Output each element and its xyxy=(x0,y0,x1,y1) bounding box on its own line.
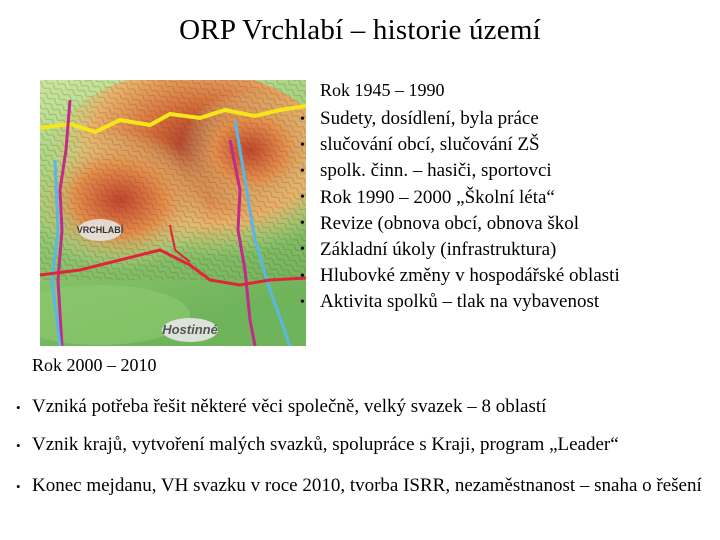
paragraph-text: Konec mejdanu, VH svazku v roce 2010, tvorba ISRR, nezaměstnanost – snaha o řešení xyxy=(32,475,702,496)
map-label-vrchlabi: VRCHLABÍ xyxy=(76,225,124,235)
list-item-text: Základní úkoly (infrastruktura) xyxy=(320,238,557,260)
list-item-text: Sudety, dosídlení, byla práce xyxy=(320,108,539,129)
list-item xyxy=(300,289,620,315)
list-item xyxy=(300,106,620,132)
paragraph-item xyxy=(16,474,716,499)
list-item xyxy=(300,185,620,211)
list-item xyxy=(300,158,620,184)
bullet-icon: • xyxy=(300,111,305,127)
list-item-text: Hlubovké změny v hospodářské oblasti xyxy=(320,265,620,287)
bullet-icon: • xyxy=(16,478,21,494)
paragraph-item xyxy=(16,396,546,418)
paragraph-item xyxy=(16,434,619,456)
period-years: 1945 – 1990 xyxy=(354,80,445,100)
bullet-icon: • xyxy=(300,163,305,179)
list-item xyxy=(300,237,620,263)
list-item-text: Revize (obnova obcí, obnova škol xyxy=(320,212,580,234)
list-item-text: slučování obcí, slučování ZŠ xyxy=(320,134,540,156)
list-item-text: Aktivita spolků – tlak na vybavenost xyxy=(320,291,600,313)
paragraph-text: Vzniká potřeba řešit některé věci společně, velký svazek – 8 oblastí xyxy=(32,396,547,417)
map-label-hostinne: Hostinné xyxy=(162,322,218,337)
list-item xyxy=(300,132,620,158)
bullet-icon: • xyxy=(16,437,21,453)
bullet-icon: • xyxy=(300,268,305,284)
list-item xyxy=(300,211,620,237)
bullet-icon: • xyxy=(300,242,305,258)
list-item-text: spolk. činn. – hasiči, sportovci xyxy=(320,160,552,182)
bullet-icon: • xyxy=(300,190,305,206)
period-prefix: Rok xyxy=(320,80,355,100)
paragraph-text: Vznik krajů, vytvoření malých svazků, spolupráce s Kraji, program „Leader“ xyxy=(32,434,619,455)
history-bullet-list xyxy=(300,106,620,316)
period-prefix: Rok xyxy=(32,355,67,375)
list-item xyxy=(300,263,620,289)
bullet-icon: • xyxy=(300,294,305,310)
period-years: 2000 – 2010 xyxy=(66,355,157,375)
list-item-text: Rok 1990 – 2000 „Školní léta“ xyxy=(320,186,555,208)
bullet-icon: • xyxy=(300,137,305,153)
period-heading-1945 xyxy=(320,80,445,101)
bullet-icon: • xyxy=(300,216,305,232)
bullet-icon: • xyxy=(16,399,21,415)
period-heading-2000 xyxy=(32,355,157,376)
slide-title: ORP Vrchlabí – historie území xyxy=(179,14,541,46)
relief-map-image xyxy=(40,80,306,346)
